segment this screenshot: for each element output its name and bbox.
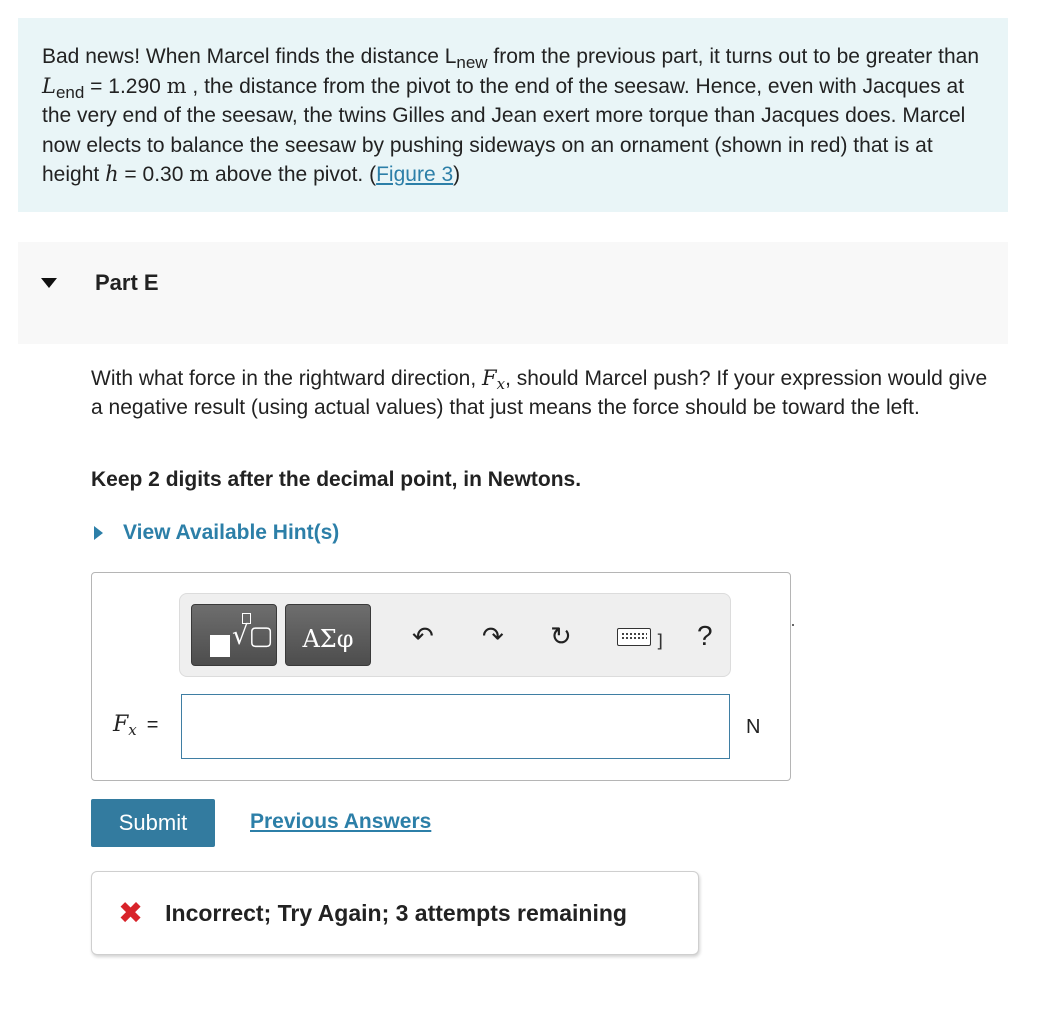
previous-answers-link[interactable]: Previous Answers — [250, 810, 432, 833]
intro-lnew-subscript: new — [456, 53, 488, 72]
question-f-symbol: F — [482, 366, 497, 390]
question-text-2: , should Marcel push? If your expression would give a negative result (using actual values) that just means the force should be toward the left. — [91, 367, 988, 419]
intro-unit-m-1: m — [166, 73, 187, 98]
reset-icon[interactable]: ↻ — [550, 622, 572, 652]
toolbar-dot — [792, 624, 794, 626]
submit-button[interactable]: Submit — [91, 799, 215, 847]
answer-unit: N — [746, 716, 761, 738]
math-toolbar — [179, 593, 731, 677]
templates-button[interactable] — [191, 604, 277, 666]
intro-text-5: = 0.30 — [118, 163, 190, 186]
answer-f-symbol: F — [113, 712, 129, 737]
part-title: Part E — [95, 270, 159, 295]
view-hints-toggle[interactable] — [91, 521, 339, 545]
expand-triangle-icon — [94, 526, 103, 540]
problem-intro — [18, 18, 1008, 212]
intro-text-4: , the distance from the pivot to the end of the seesaw. Hence, even with Jacques at the very end of the seesaw, the twins Gilles and Jean exert more torque than Jacques does. Marcel now elects to balance the seesaw by pushing sideways on an ornament (shown in red) that is at height — [42, 74, 966, 186]
redo-icon[interactable]: ↷ — [482, 622, 504, 652]
intro-lend-subscript: end — [55, 82, 85, 102]
intro-text-3: = 1.290 — [84, 74, 167, 98]
keyboard-shortcuts-button[interactable] — [617, 628, 664, 652]
intro-text-6: above the pivot. ( — [209, 163, 377, 186]
answer-input[interactable] — [181, 694, 730, 759]
intro-text-7: ) — [453, 163, 461, 186]
collapse-triangle-icon[interactable] — [41, 278, 57, 288]
answer-container — [91, 572, 791, 781]
keyboard-caret-icon: ] — [656, 631, 664, 652]
incorrect-x-icon: ✖ — [118, 895, 144, 931]
intro-h-symbol: h — [105, 162, 119, 186]
help-button[interactable]: ? — [697, 620, 713, 651]
hint-label: View Available Hint(s) — [123, 521, 340, 544]
intro-text-2: from the previous part, it turns out to be greater than — [487, 45, 980, 68]
answer-variable-label — [113, 712, 158, 737]
question-f-subscript: x — [496, 375, 506, 393]
intro-lend-symbol: L — [42, 73, 56, 98]
undo-icon[interactable]: ↶ — [412, 622, 434, 652]
square-root-icon: √▢ — [232, 621, 274, 651]
template-square-icon — [210, 635, 230, 657]
question-text — [91, 364, 991, 422]
answer-f-subscript: x — [128, 721, 137, 739]
feedback-message: Incorrect; Try Again; 3 attempts remaining — [165, 899, 627, 926]
precision-instruction: Keep 2 digits after the decimal point, in Newtons. — [91, 468, 582, 491]
intro-unit-m-2: m — [189, 162, 210, 186]
feedback-box — [91, 871, 699, 955]
intro-text-1: Bad news! When Marcel finds the distance L — [42, 45, 457, 68]
answer-equals: = — [146, 714, 159, 736]
part-e-header[interactable] — [18, 242, 1008, 344]
greek-symbols-button[interactable]: ΑΣφ — [285, 604, 371, 666]
keyboard-icon — [617, 628, 651, 646]
question-text-1: With what force in the rightward direction, — [91, 367, 483, 390]
figure-3-link[interactable]: Figure 3 — [376, 163, 454, 186]
